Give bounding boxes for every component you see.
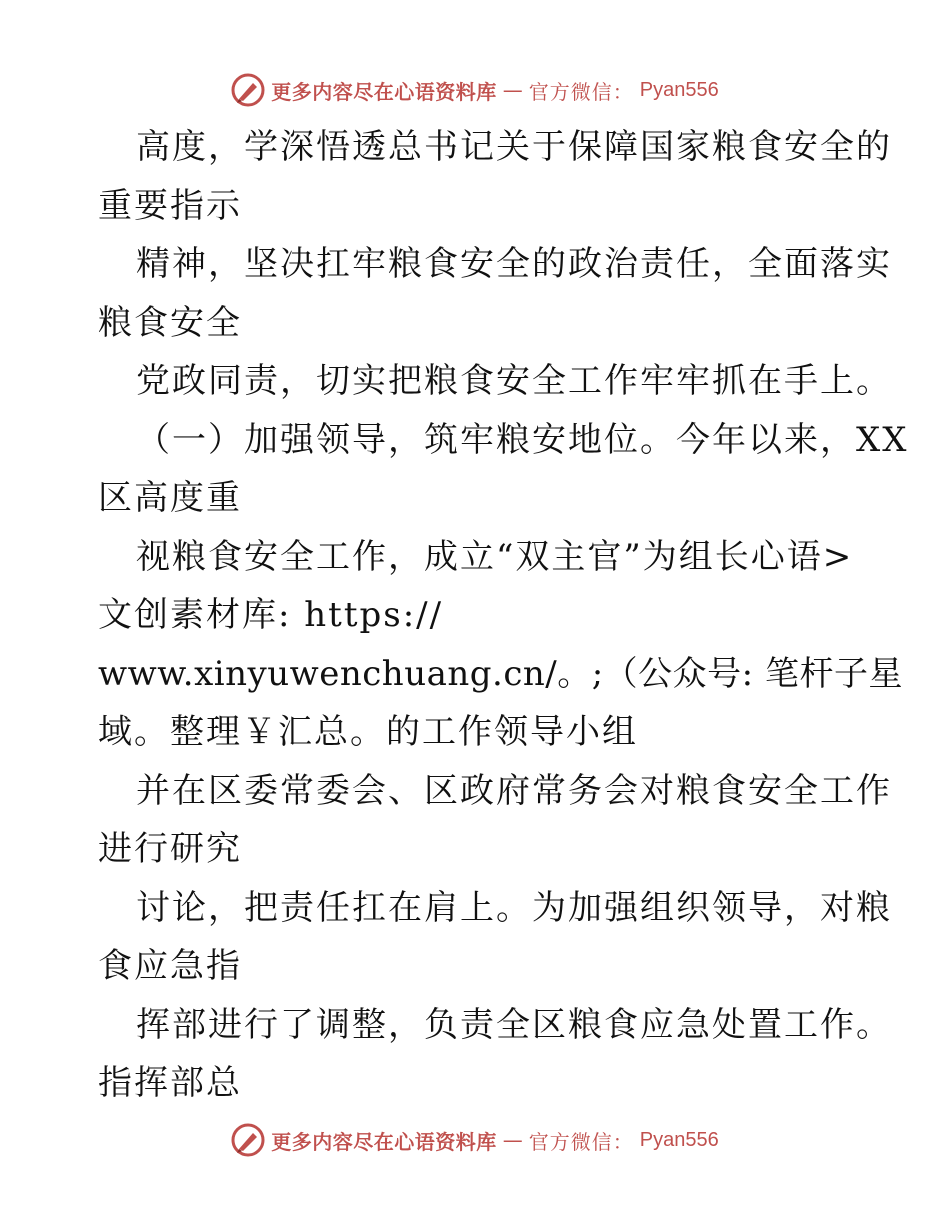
footer-separator: — xyxy=(502,1128,523,1152)
body-line: 讨论，把责任扛在肩上。为加强组织领导，对粮 xyxy=(136,887,892,928)
body-line: 重要指示 xyxy=(98,185,242,226)
footer-brand-text: 更多内容尽在心语资料库 xyxy=(271,1129,497,1154)
header-separator: — xyxy=(502,78,523,102)
pen-logo-icon xyxy=(231,1123,265,1157)
document-body xyxy=(98,118,909,1113)
body-line: 指挥部总 xyxy=(98,1063,242,1103)
body-line: 视粮食安全工作，成立“双主官”为组长心语> xyxy=(136,536,854,577)
body-line: 并在区委常委会、区政府常务会对粮食安全工作 xyxy=(136,770,892,811)
header-wechat-id: Pyan556 xyxy=(639,78,719,101)
body-line: 区高度重 xyxy=(98,478,242,518)
body-line: 进行研究 xyxy=(98,829,242,869)
footer-wechat-id: Pyan556 xyxy=(639,1128,719,1151)
header-brand-text: 更多内容尽在心语资料库 xyxy=(271,79,497,104)
body-line: 粮食安全 xyxy=(98,302,242,343)
footer-wechat-label: 官方微信： xyxy=(528,1129,634,1154)
body-line: 高度，学深悟透总书记关于保障国家粮食安全的 xyxy=(136,127,892,167)
body-line: 文创素材库: https:// xyxy=(98,595,444,635)
header-watermark xyxy=(0,70,950,110)
body-line: （一）加强领导，筑牢粮安地位。今年以来，XX xyxy=(136,419,909,460)
header-wechat-label: 官方微信： xyxy=(528,79,634,104)
pen-logo-icon xyxy=(231,73,265,107)
body-line: 食应急指 xyxy=(98,946,242,986)
body-line: 党政同责，切实把粮食安全工作牢牢抓在手上。 xyxy=(136,361,892,401)
body-line: www.xinyuwenchuang.cn/。;（公众号: 笔杆子星 xyxy=(98,653,903,694)
body-line: 域。整理￥汇总。的工作领导小组 xyxy=(98,712,638,752)
body-line: 精神，坚决扛牢粮食安全的政治责任，全面落实 xyxy=(136,244,892,284)
body-line: 挥部进行了调整，负责全区粮食应急处置工作。 xyxy=(136,1004,892,1045)
footer-watermark xyxy=(0,1120,950,1160)
